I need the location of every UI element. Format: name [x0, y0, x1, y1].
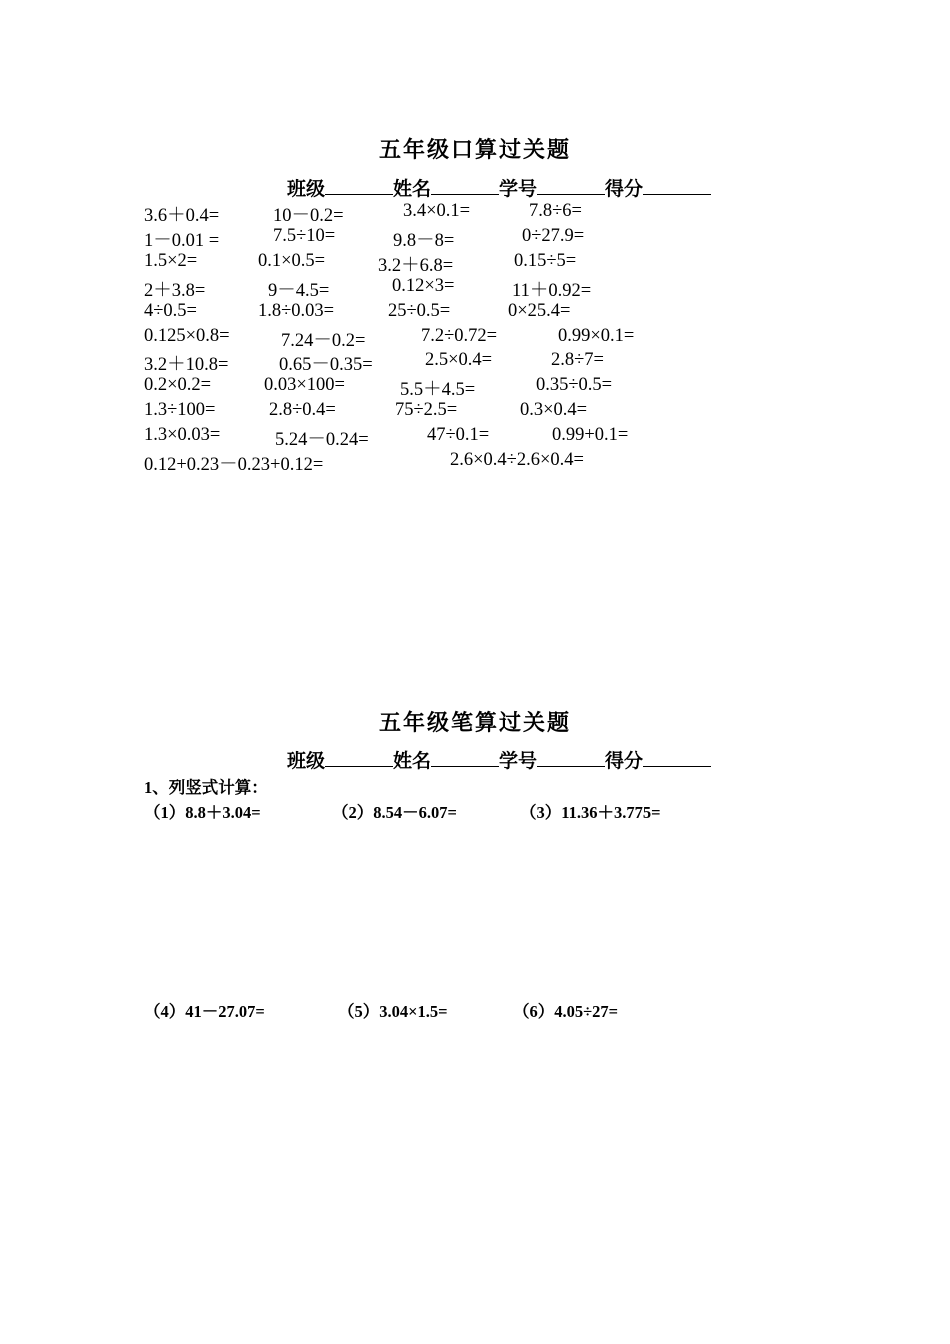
oral-problem: 2＋3.8=: [144, 280, 206, 301]
oral-problem: 11＋0.92=: [512, 280, 592, 301]
oral-last-row: [0, 450, 950, 475]
oral-problem: 25÷0.5=: [388, 300, 451, 321]
oral-problem: 3.6＋0.4=: [144, 206, 220, 226]
written-problem-row-2: [0, 998, 950, 1020]
oral-problem: 0.12+0.23－0.23+0.12=: [144, 455, 324, 475]
oral-problem: 0.125×0.8=: [144, 325, 230, 346]
section-heading: 1、列竖式计算：: [144, 778, 268, 797]
class-blank[interactable]: [325, 748, 393, 767]
written-problem: （1）8.8＋3.04=: [144, 803, 261, 822]
oral-problem: 7.2÷0.72=: [421, 325, 498, 346]
oral-problem: 2.5×0.4=: [425, 350, 493, 371]
oral-problem: 2.8÷7=: [551, 350, 604, 371]
oral-problem: 3.2＋6.8=: [378, 255, 454, 276]
oral-row: [0, 326, 950, 351]
name-label: 姓名: [393, 751, 432, 772]
oral-problem: 3.2＋10.8=: [144, 355, 229, 376]
oral-problem: 0.2×0.2=: [144, 375, 212, 396]
name-label: 姓名: [393, 179, 432, 200]
class-blank[interactable]: [325, 176, 393, 195]
written-problem: （3）11.36＋3.775=: [520, 803, 661, 822]
oral-problem: 1.8÷0.03=: [258, 300, 335, 321]
written-problem: （6）4.05÷27=: [513, 1002, 619, 1021]
score-label: 得分: [605, 751, 644, 772]
oral-problem: 7.24－0.2=: [281, 330, 366, 351]
oral-problem: 5.5＋4.5=: [400, 380, 476, 401]
class-label: 班级: [287, 179, 326, 200]
oral-problem: 1.3÷100=: [144, 400, 216, 421]
oral-row: [0, 350, 950, 375]
student-id-blank[interactable]: [537, 748, 605, 767]
written-problem: （5）3.04×1.5=: [338, 1002, 448, 1021]
class-label: 班级: [287, 751, 326, 772]
oral-problem: 2.6×0.4÷2.6×0.4=: [450, 450, 584, 470]
oral-row: [0, 400, 950, 425]
score-blank[interactable]: [643, 748, 711, 767]
oral-row: [0, 251, 950, 276]
oral-row: [0, 425, 950, 450]
name-blank[interactable]: [431, 176, 499, 195]
oral-problem: 9.8－8=: [393, 230, 455, 251]
oral-problem: 0.15÷5=: [514, 250, 577, 271]
oral-info-line: [287, 174, 711, 201]
student-id-label: 学号: [499, 179, 538, 200]
oral-problem: 9－4.5=: [268, 280, 330, 301]
oral-problem: 2.8÷0.4=: [269, 400, 336, 421]
oral-problem: 75÷2.5=: [395, 400, 458, 421]
oral-problem: 0.1×0.5=: [258, 250, 326, 271]
oral-problem: 1.3×0.03=: [144, 425, 221, 446]
oral-row: [0, 201, 950, 226]
oral-problem: 0×25.4=: [508, 300, 571, 321]
oral-problem: 4÷0.5=: [144, 300, 197, 321]
oral-problem: 5.24－0.24=: [275, 430, 369, 451]
student-id-label: 学号: [499, 751, 538, 772]
score-label: 得分: [605, 179, 644, 200]
written-info-line: [287, 746, 711, 773]
oral-title: 五年级口算过关题: [378, 137, 571, 162]
name-blank[interactable]: [431, 748, 499, 767]
score-blank[interactable]: [643, 176, 711, 195]
written-problem: （4）41－27.07=: [144, 1002, 265, 1021]
written-problem-row-1: [0, 799, 950, 821]
oral-row: [0, 375, 950, 400]
oral-problem: 10－0.2=: [273, 206, 344, 226]
oral-problem: 0÷27.9=: [522, 225, 585, 246]
oral-problem: 7.5÷10=: [273, 225, 336, 246]
oral-problem: 47÷0.1=: [427, 425, 490, 446]
oral-row: [0, 226, 950, 251]
oral-problem: 0.99+0.1=: [552, 425, 629, 446]
written-problem: （2）8.54－6.07=: [332, 803, 457, 822]
oral-problem: 0.99×0.1=: [558, 325, 635, 346]
oral-row: [0, 276, 950, 301]
oral-problem: 0.35÷0.5=: [536, 375, 613, 396]
written-title: 五年级笔算过关题: [378, 710, 571, 735]
oral-problem: 1.5×2=: [144, 250, 198, 271]
oral-problem: 3.4×0.1=: [403, 201, 471, 221]
oral-problem: 0.03×100=: [264, 375, 345, 396]
oral-problem: 1－0.01 =: [144, 230, 220, 251]
oral-problem: 0.3×0.4=: [520, 400, 588, 421]
oral-problem: 0.65－0.35=: [279, 355, 373, 376]
oral-problem: 0.12×3=: [392, 275, 455, 296]
oral-problem: 7.8÷6=: [529, 201, 582, 221]
student-id-blank[interactable]: [537, 176, 605, 195]
oral-row: [0, 301, 950, 326]
